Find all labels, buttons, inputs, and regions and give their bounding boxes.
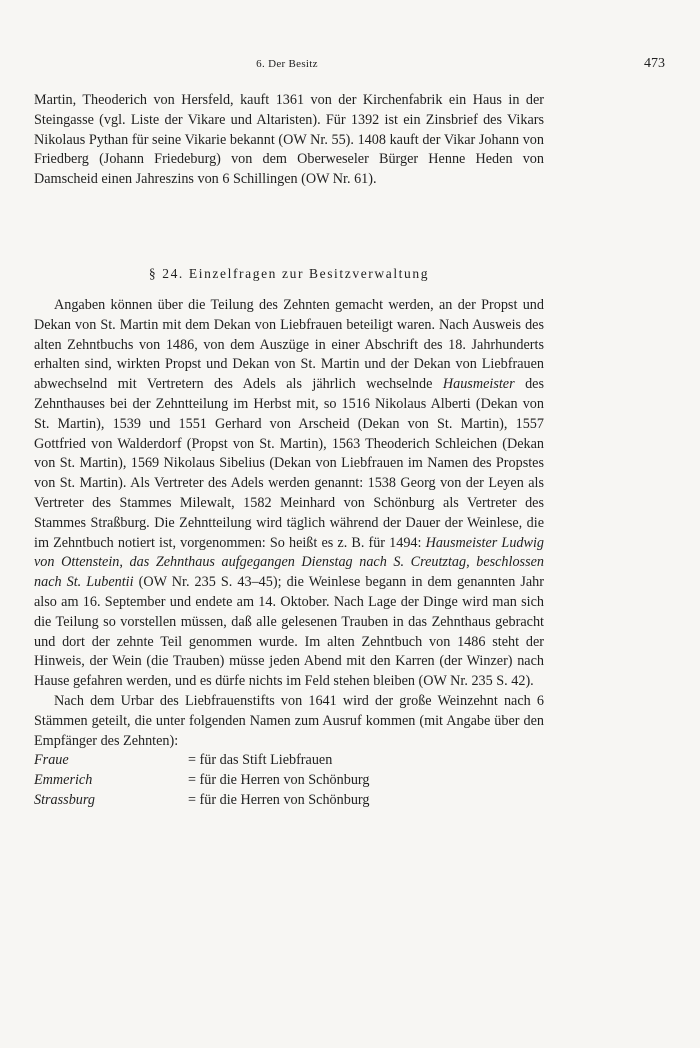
italic-quotation: Hausmeister Ludwig von Ottenstein, das Zehnthaus aufgegangen Dienstag nach S. Creutztag, beschlossen nach St. Lubentii [34, 534, 545, 591]
paragraph-urbar: Nach dem Urbar des Liebfrauenstifts von 1641 wird der große Weinzehnt nach 6 Stämmen geteilt, die unter folgenden Namen zum Ausruf kommen (mit Angabe über den Empfänger des Zehnten): [34, 692, 544, 749]
italic-term: Hausmeister [442, 376, 515, 393]
list-item [34, 791, 544, 811]
paragraph-zehnt-teilung [34, 296, 544, 692]
list-item [34, 771, 544, 791]
page-header [34, 56, 665, 74]
section-body [34, 296, 544, 811]
stamm-name: Fraue [34, 752, 69, 769]
text-run: Angaben können über die Teilung des Zehnten gemacht werden, an der Propst und Dekan von St. Martin mit dem Dekan von Liebfrauen beteiligt waren. Nach Ausweis des alten Zehntbuchs von 1486, von dem Auszüge in einer Abschrift des 18. Jahrhunderts erhalten sind, wirkten Propst und Dekan von St. Martin und der Dekan von Liebfrauen abwechselnd mit Vertretern des Adels als jährlich wechselnde [34, 297, 544, 393]
section-heading: § 24. Einzelfragen zur Besitzverwaltung [148, 266, 430, 281]
list-item [34, 751, 544, 771]
stamm-recipient: = für das Stift Liebfrauen [188, 752, 333, 769]
stamm-name: Emmerich [34, 772, 93, 789]
text-run: (OW Nr. 235 S. 43–45); die Weinlese begann in dem genannten Jahr also am 16. September und endete am 14. Oktober. Nach Lage der Dinge wird man sich die Teilung so vorstellen müssen, daß alle gelesenen Trauben in das Zehnthaus gebracht und dort der zehnte Teil genommen wurde. Im alten Zehntbuch von 1486 steht der Hinweis, der Wein (die Trauben) müsse jeden Abend mit den Karren (der Winzer) nach Hause gefahren werden, und es dürfe nichts im Feld stehen bleiben (OW Nr. 235 S. 42). [34, 574, 544, 690]
stamm-name: Strassburg [34, 791, 95, 808]
continued-paragraph [34, 91, 544, 190]
stamm-recipient: = für die Herren von Schönburg [188, 791, 370, 808]
stamm-list [34, 751, 544, 810]
running-title: 6. Der Besitz [256, 58, 318, 70]
paragraph-text: Martin, Theoderich von Hersfeld, kauft 1361 von der Kirchenfabrik ein Haus in der Steingasse (vgl. Liste der Vikare und Altaristen). Für 1392 ist ein Zinsbrief des Vikars Nikolaus Pythan für seine Vikarie bekannt (OW Nr. 55). 1408 kauft der Vikar Johann von Friedberg (Johann Friedeburg) von dem Oberweseler Bürger Henne Heden von Damscheid einen Jahreszins von 6 Schillingen (OW Nr. 61). [34, 92, 544, 188]
text-run: des Zehnthauses bei der Zehntteilung im Herbst mit, so 1516 Nikolaus Alberti (Dekan von St. Martin), 1539 und 1551 Gerhard von Arscheid (Dekan von St. Martin), 1557 Gottfried von Walderdorf (Propst von St. Martin), 1563 Theoderich Schleichen (Dekan von St. Martin), 1569 Nikolaus Sibelius (Dekan von Liebfrauen im Namen des Propstes von St. Martin). Als Vertreter des Adels werden genannt: 1538 Georg von der Leyen als Vertreter des Stammes Milewalt, 1582 Meinhard von Schönburg als Vertreter des Stammes Straßburg. Die Zehntteilung wird täglich während der Dauer der Weinlese, die im Zehntbuch notiert ist, vorgenommen: So heißt es z. B. für 1494: [34, 376, 544, 551]
stamm-recipient: = für die Herren von Schönburg [188, 772, 370, 789]
page-number: 473 [644, 56, 665, 71]
